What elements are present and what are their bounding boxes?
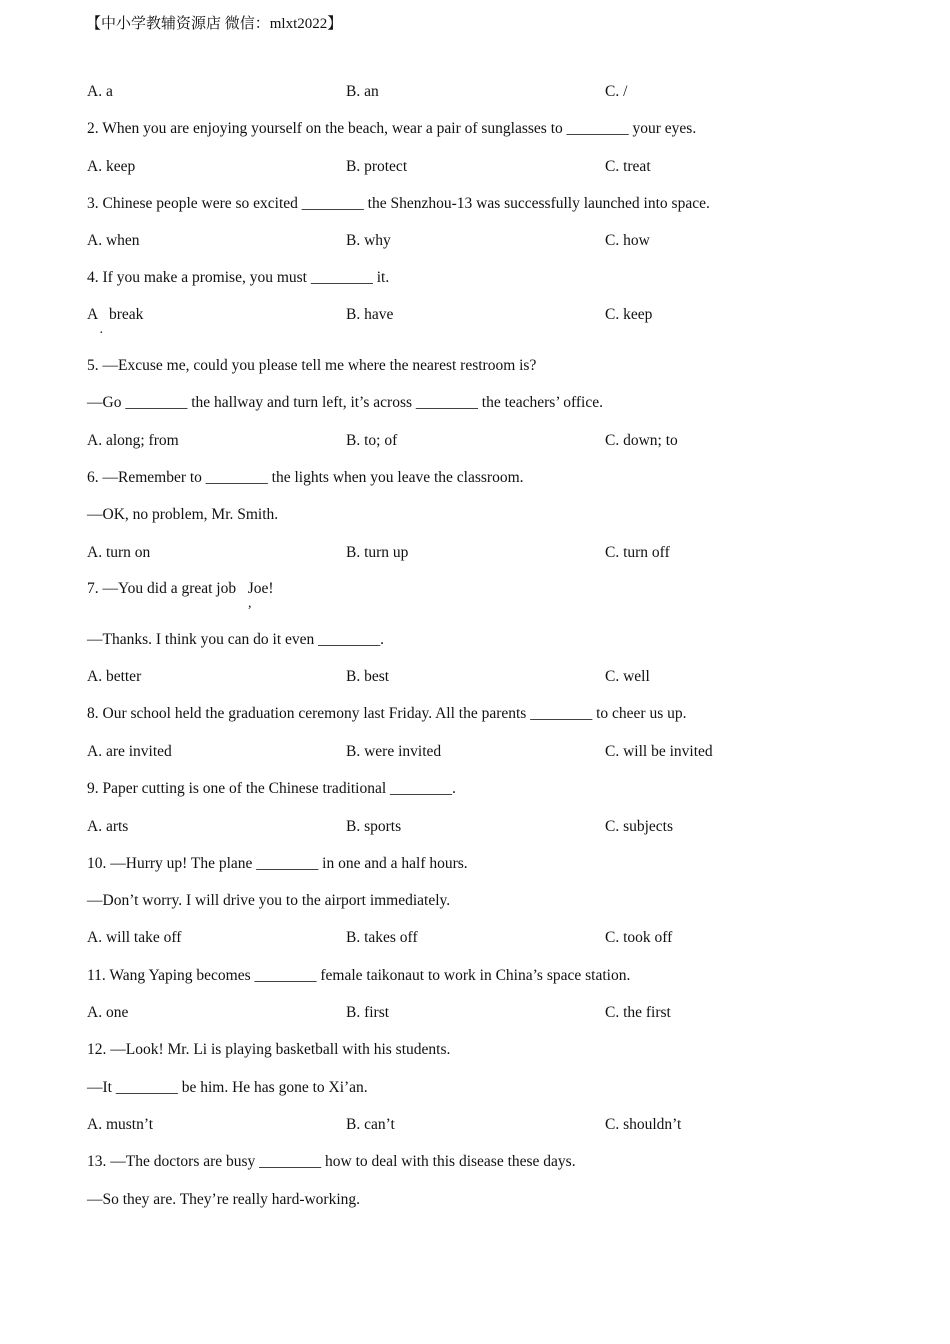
question-12: 12. —Look! Mr. Li is playing basketball with his students.	[87, 1041, 451, 1058]
option-b: B. an	[346, 83, 379, 100]
option-c: C. took off	[605, 929, 673, 946]
option-c: C. turn off	[605, 544, 670, 561]
option-a: A. mustn’t	[87, 1116, 154, 1133]
option-b: B. were invited	[346, 743, 442, 760]
option-b: B. sports	[346, 818, 402, 835]
question-4: 4. If you make a promise, you must ________ it.	[87, 269, 390, 286]
option-c: C. how	[605, 232, 650, 249]
question-7: 7. —You did a great job Joe!	[87, 580, 274, 597]
option-a: A. along; from	[87, 432, 179, 449]
option-b: B. to; of	[346, 432, 398, 449]
stray-dot-mark: ·	[99, 326, 104, 341]
option-a: A. turn on	[87, 544, 151, 561]
question-9: 9. Paper cutting is one of the Chinese traditional ________.	[87, 780, 456, 797]
option-a: A. will take off	[87, 929, 182, 946]
question-11: 11. Wang Yaping becomes ________ female taikonaut to work in China’s space station.	[87, 967, 631, 984]
option-b: B. takes off	[346, 929, 418, 946]
option-b: B. first	[346, 1004, 390, 1021]
question-5-reply: —Go ________ the hallway and turn left, it’s across ________ the teachers’ office.	[87, 394, 603, 411]
question-5: 5. —Excuse me, could you please tell me where the nearest restroom is?	[87, 357, 537, 374]
option-b: B. protect	[346, 158, 408, 175]
option-c: C. the first	[605, 1004, 671, 1021]
option-b: B. can’t	[346, 1116, 395, 1133]
option-a: A break	[87, 306, 144, 323]
option-a: A. arts	[87, 818, 129, 835]
option-c: C. subjects	[605, 818, 674, 835]
option-b: B. have	[346, 306, 394, 323]
option-c: C. keep	[605, 306, 653, 323]
question-10-reply: —Don’t worry. I will drive you to the airport immediately.	[87, 892, 451, 909]
question-6: 6. —Remember to ________ the lights when you leave the classroom.	[87, 469, 524, 486]
option-c: C. shouldn’t	[605, 1116, 682, 1133]
option-b: B. why	[346, 232, 391, 249]
option-c: C. treat	[605, 158, 651, 175]
option-c: C. /	[605, 83, 628, 100]
option-a: A. keep	[87, 158, 136, 175]
question-12-reply: —It ________ be him. He has gone to Xi’an.	[87, 1079, 368, 1096]
option-a: A. are invited	[87, 743, 172, 760]
question-6-reply: —OK, no problem, Mr. Smith.	[87, 506, 279, 523]
question-7-reply: —Thanks. I think you can do it even ________.	[87, 631, 385, 648]
question-10: 10. —Hurry up! The plane ________ in one and a half hours.	[87, 855, 468, 872]
option-a: A. when	[87, 232, 140, 249]
option-b: B. best	[346, 668, 390, 685]
question-2: 2. When you are enjoying yourself on the beach, wear a pair of sunglasses to ________ your eyes.	[87, 120, 697, 137]
option-c: C. will be invited	[605, 743, 713, 760]
page-header: 【中小学教辅资源店 微信：mlxt2022】	[86, 16, 343, 32]
option-c: C. well	[605, 668, 650, 685]
stray-comma-mark: ,	[248, 596, 252, 611]
question-13: 13. —The doctors are busy ________ how to deal with this disease these days.	[87, 1153, 576, 1170]
option-a: A. one	[87, 1004, 129, 1021]
question-13-reply: —So they are. They’re really hard-working.	[87, 1191, 361, 1208]
option-b: B. turn up	[346, 544, 409, 561]
question-8: 8. Our school held the graduation ceremony last Friday. All the parents ________ to cheer us up.	[87, 705, 687, 722]
option-c: C. down; to	[605, 432, 678, 449]
option-a: A. a	[87, 83, 113, 100]
question-3: 3. Chinese people were so excited ________ the Shenzhou-13 was successfully launched into space.	[87, 195, 710, 212]
option-a: A. better	[87, 668, 142, 685]
